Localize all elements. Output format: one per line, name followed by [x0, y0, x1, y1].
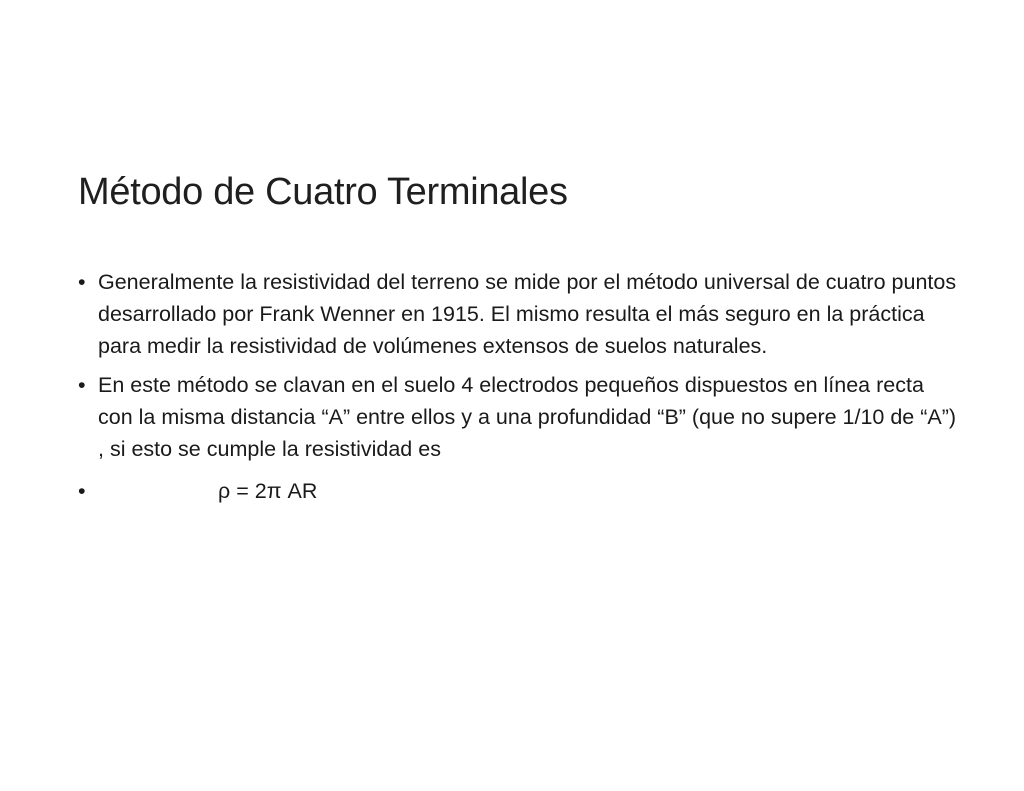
bullet-icon: •: [78, 479, 86, 503]
slide-title: Método de Cuatro Terminales: [78, 171, 568, 213]
bullet-item-wenner-method: [78, 266, 958, 362]
bullet-icon: •: [78, 270, 86, 294]
bullet-text: Generalmente la resistividad del terreno se mide por el método universal de cuatro puntos desarrollado por Frank Wenner en 1915. El mismo resulta el más seguro en la práctica para medir la resistividad de volúmenes extensos de suelos naturales.: [98, 270, 957, 358]
bullet-text: En este método se clavan en el suelo 4 electrodos pequeños dispuestos en línea recta con la misma distancia “A” entre ellos y a una profundidad “B” (que no supere 1/10 de “A”) , si esto se cumple la resistividad es: [98, 373, 957, 461]
bullet-icon: •: [78, 373, 86, 397]
bullet-item-electrodes: [78, 369, 958, 465]
bullet-list: [78, 266, 958, 514]
resistivity-formula: ρ = 2π AR: [218, 479, 318, 503]
bullet-item-formula: [78, 475, 958, 507]
